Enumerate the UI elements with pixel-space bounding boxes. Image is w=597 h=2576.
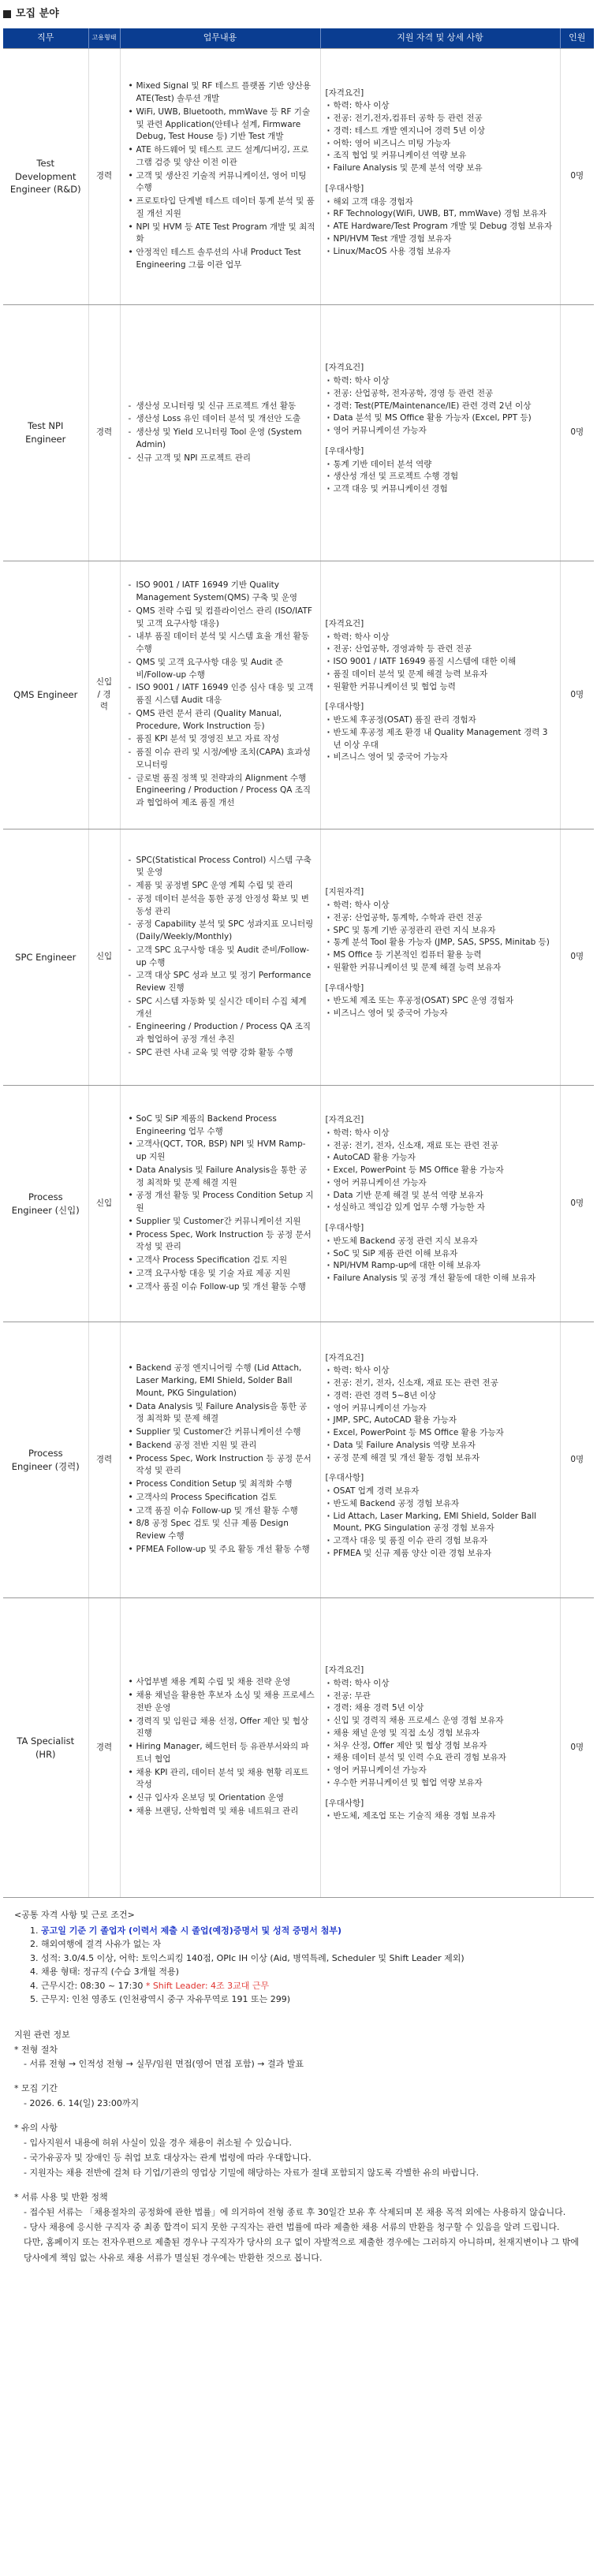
duty-item: • Process Condition Setup 및 최적화 수행 (127, 1478, 315, 1491)
qual-group (326, 701, 555, 764)
qual-item: · SPC 및 통계 기반 공정관리 관련 지식 보유자 (326, 925, 555, 938)
duty-item: • Process Spec, Work Instruction 등 공정 문서 작성 및 관리 (127, 1229, 315, 1254)
qual-item: · 전공: 산업공학, 전자공학, 경영 등 관련 전공 (326, 388, 555, 401)
quals-cell (320, 561, 560, 829)
qual-item: · 생산성 개선 및 프로젝트 수행 경험 (326, 471, 555, 483)
duty-item: - ISO 9001 / IATF 16949 기반 Quality Management System(QMS) 구축 및 운영 (127, 580, 315, 605)
duty-item: • 고객사 Process Specification 검토 지원 (127, 1254, 315, 1267)
duty-item: • 신규 입사자 온보딩 및 Orientation 운영 (127, 1792, 315, 1805)
qual-group (326, 1222, 555, 1285)
docs-para: 다만, 홈페이지 또는 전자우편으로 제출된 경우나 구직자가 당사의 요구 없이 자발적으로 제출한 경우에는 그러하지 아니하며, 천재지변이나 그 밖에 당사에게 책임 없는 사유로 채용 서류가 멸실된 경우에는 반환한 것으로 봅니다. (24, 2237, 579, 2263)
qual-item: · 반도체 제조 또는 후공정(OSAT) SPC 운영 경험자 (326, 995, 555, 1008)
common-item (30, 1993, 583, 2007)
qual-group (326, 445, 555, 496)
qual-item: · 고객사 대응 및 품질 이슈 관리 경험 보유자 (326, 1535, 555, 1548)
square-bullet-icon (3, 10, 11, 18)
qual-list (326, 1810, 555, 1823)
duties-cell (120, 1322, 320, 1598)
duty-item: - 공정 Capability 분석 및 SPC 성과지표 모니터링 (Daily/Weekly/Monthly) (127, 919, 315, 944)
docs-head: * 서류 사용 및 반환 정책 (14, 2192, 108, 2203)
qual-item: · 비즈니스 영어 및 중국어 가능자 (326, 1008, 555, 1020)
duty-item: - 고객 대상 SPC 성과 보고 및 정기 Performance Review 진행 (127, 970, 315, 995)
qual-item: · SoC 및 SiP 제품 관련 이해 보유자 (326, 1248, 555, 1261)
qual-item: · 신입 및 경력직 채용 프로세스 운영 경험 보유자 (326, 1715, 555, 1728)
duty-item: • Hiring Manager, 헤드헌터 등 유관부서와의 파트너 협업 (127, 1741, 315, 1766)
qual-list (326, 375, 555, 438)
employment-type: 경력 (88, 49, 120, 305)
qual-item: · OSAT 업계 경력 보유자 (326, 1486, 555, 1498)
duty-item: - 제품 및 공정별 SPC 운영 계획 수립 및 관리 (127, 880, 315, 893)
qual-item: · Data 분석 및 MS Office 활용 가능자 (Excel, PPT 등) (326, 412, 555, 425)
duty-item: - QMS 관련 문서 관리 (Quality Manual, Procedure, Work Instruction 등) (127, 708, 315, 733)
common-item-number: 4. (30, 1966, 39, 1978)
qual-group (326, 618, 555, 694)
duty-item: • 채용 채널을 활용한 후보자 소싱 및 채용 프로세스 전반 운영 (127, 1690, 315, 1715)
quals-cell (320, 1322, 560, 1598)
qual-group-head: [우대사항] (325, 445, 364, 456)
duty-item: • 고객 품질 이슈 Follow-up 및 개선 활동 수행 (127, 1505, 315, 1518)
duty-item: • ATE 하드웨어 및 테스트 코드 설계/디버깅, 프로그램 검증 및 양산 이전 이관 (127, 144, 315, 170)
qual-list (326, 100, 555, 175)
docs-para: - 당사 채용에 응시한 구직자 중 최종 합격이 되지 못한 구직자는 관련 법률에 따라 제출한 채용 서류의 반환을 청구할 수 있음을 알려 드립니다. (24, 2222, 560, 2233)
qual-item: · 영어 커뮤니케이션 가능자 (326, 1177, 555, 1190)
qual-item: · Linux/MacOS 사용 경험 보유자 (326, 246, 555, 259)
headcount: 0명 (560, 305, 594, 561)
qual-item: · 영어 커뮤니케이션 가능자 (326, 1765, 555, 1777)
qual-group (326, 1472, 555, 1560)
qual-group (326, 362, 555, 438)
qual-list (326, 1128, 555, 1214)
common-item-number: 4. (30, 1980, 39, 1991)
duties-cell (120, 1086, 320, 1322)
duty-item: • 사업부별 채용 계획 수립 및 채용 전략 운영 (127, 1676, 315, 1689)
duty-item: • 고객 및 생산진 기술적 커뮤니케이션, 영어 미팅 수행 (127, 170, 315, 196)
job-title: Test NPI Engineer (3, 305, 88, 561)
section-title-text: 모집 분야 (16, 8, 59, 20)
employment-type: 신입 (88, 1086, 120, 1322)
duty-item: • Data Analysis 및 Failure Analysis을 통한 공정 최적화 및 문제 해결 지원 (127, 1165, 315, 1190)
qual-list (326, 632, 555, 694)
qual-item: · 전공: 산업공학, 경영과학 등 관련 전공 (326, 643, 555, 656)
qual-item: · 반도체, 제조업 또는 기술직 채용 경험 보유자 (326, 1810, 555, 1823)
job-title: Process Engineer (신입) (3, 1086, 88, 1322)
duties-cell (120, 829, 320, 1086)
qual-group (326, 88, 555, 175)
qual-list (326, 1678, 555, 1790)
quals-cell (320, 1086, 560, 1322)
common-item (30, 1937, 583, 1952)
qual-item: · Data 기반 문제 해결 및 분석 역량 보유자 (326, 1190, 555, 1202)
qual-item: · 반도체 Backend 공정 경험 보유자 (326, 1498, 555, 1511)
employment-type: 경력 (88, 1322, 120, 1598)
docs-block (14, 2191, 583, 2265)
qual-list (326, 1486, 555, 1560)
common-item-number: 3. (30, 1952, 39, 1963)
qual-item: · 채용 채널 운영 및 직접 소싱 경험 보유자 (326, 1728, 555, 1740)
qual-item: · Data 및 Failure Analysis 역량 보유자 (326, 1440, 555, 1452)
qual-group-head: [자격요건] (325, 1115, 364, 1125)
duty-item: • Supplier 및 Customer간 커뮤니케이션 수행 (127, 1426, 315, 1439)
qual-group (326, 1114, 555, 1214)
duties-list (125, 855, 315, 1060)
duty-item: • 채용 KPI 관리, 데이터 분석 및 채용 현황 리포트 작성 (127, 1767, 315, 1792)
duty-item: • PFMEA Follow-up 및 주요 활동 개선 활동 수행 (127, 1544, 315, 1556)
qual-item: · Failure Analysis 및 공정 개선 활동에 대한 이해 보유자 (326, 1273, 555, 1285)
duty-item: • NPI 및 HVM 등 ATE Test Program 개발 및 최적화 (127, 222, 315, 247)
job-title: Process Engineer (경력) (3, 1322, 88, 1598)
duty-item: - 생산성 모니터링 및 신규 프로젝트 개선 활동 (127, 401, 315, 413)
quals-cell (320, 305, 560, 561)
duty-item: • 경력직 및 임원급 채용 선정, Offer 제안 및 협상 진행 (127, 1716, 315, 1741)
header-duties: 업무내용 (120, 28, 320, 49)
duty-item: • 공정 개선 활동 및 Process Condition Setup 지원 (127, 1190, 315, 1215)
section-title (0, 0, 597, 28)
duty-item: - SPC 시스템 자동화 및 실시간 데이터 수집 체계 개선 (127, 996, 315, 1021)
deadline-head: * 모집 기간 (14, 2083, 58, 2094)
headcount: 0명 (560, 829, 594, 1086)
duties-cell (120, 49, 320, 305)
qual-item: · NPI/HVM Test 개발 경험 보유자 (326, 233, 555, 246)
duty-item: - SPC(Statistical Process Control) 시스템 구축 및 운영 (127, 855, 315, 880)
qual-item: · 학력: 학사 이상 (326, 1678, 555, 1691)
qual-item: · 처우 산정, Offer 제안 및 협상 경험 보유자 (326, 1740, 555, 1753)
qual-item: · ISO 9001 / IATF 16949 품질 시스템에 대한 이해 (326, 656, 555, 669)
common-item-text: 근무지: 인천 영종도 (인천광역시 중구 자유무역로 191 또는 299) (41, 1994, 291, 2005)
qual-item: · 전공: 전기, 전자, 신소재, 재료 또는 관련 전공 (326, 1140, 555, 1153)
qual-item: · 전공: 무관 (326, 1691, 555, 1703)
qual-item: · 성실하고 책임감 있게 업무 수행 가능한 자 (326, 1202, 555, 1214)
duty-item: • 고객사 품질 이슈 Follow-up 및 개선 활동 수행 (127, 1281, 315, 1294)
qual-item: · 반도체 후공정 제조 환경 내 Quality Management 경력 3년 이상 우대 (326, 727, 555, 752)
qual-item: · Lid Attach, Laser Marking, EMI Shield, Solder Ball Mount, PKG Singulation 공정 경험 보유자 (326, 1511, 555, 1536)
common-item (30, 1965, 583, 1979)
note-line: - 지원자는 채용 전반에 걸쳐 타 기업/기관의 영업상 기밀에 해당하는 자료가 절대 포함되지 않도록 각별한 유의 바랍니다. (24, 2168, 479, 2179)
common-item-text: 성적: 3.0/4.5 이상, 어학: 토익스피킹 140점, OPIc IH 이상 (Aid, 병역특례, Scheduler 및 Shift Leader 제외) (41, 1952, 465, 1963)
duty-item: • 고객 요구사항 대응 및 기술 자료 제공 지원 (127, 1268, 315, 1281)
qual-item: · MS Office 등 기본적인 컴퓨터 활용 능력 (326, 949, 555, 962)
headcount: 0명 (560, 561, 594, 829)
header-job: 직무 (3, 28, 88, 49)
qual-item: · 반도체 Backend 공정 관련 지식 보유자 (326, 1236, 555, 1248)
qual-item: · 학력: 학사 이상 (326, 100, 555, 113)
duties-list (125, 401, 315, 465)
qual-item: · 경력: Test(PTE/Maintenance/IE) 관련 경력 2년 이상 (326, 401, 555, 413)
common-item-text: 근무시간: 08:30 ~ 17:30 (41, 1980, 146, 1991)
table-row (3, 1322, 594, 1598)
qual-item: · 전공: 전기, 전자, 신소재, 재료 또는 관련 전공 (326, 1377, 555, 1390)
common-item-text: 공고일 기준 기 졸업자 (이력서 제출 시 졸업(예정)증명서 및 성적 증명서 첨부) (41, 1925, 342, 1936)
job-title: Test Development Engineer (R&D) (3, 49, 88, 305)
qual-item: · 채용 데이터 분석 및 인력 수요 관리 경험 보유자 (326, 1752, 555, 1765)
header-type: 고용형태 (88, 28, 120, 49)
job-title: QMS Engineer (3, 561, 88, 829)
job-title: SPC Engineer (3, 829, 88, 1086)
duty-item: • Supplier 및 Customer간 커뮤니케이션 지원 (127, 1216, 315, 1228)
qual-group-head: [자격요건] (325, 618, 364, 628)
qual-item: · 전공: 전기,전자,컴퓨터 공학 등 관련 전공 (326, 113, 555, 125)
note-line: - 입사지원서 내용에 허위 사실이 있을 경우 채용이 취소될 수 있습니다. (24, 2137, 292, 2148)
qual-item: · Excel, PowerPoint 등 MS Office 활용 가능자 (326, 1427, 555, 1440)
qual-group-head: [우대사항] (325, 702, 364, 712)
qual-group-head: [자격요건] (325, 88, 364, 98)
table-row (3, 49, 594, 305)
qual-item: · 전공: 산업공학, 통계학, 수학과 관련 전공 (326, 912, 555, 925)
qual-list (326, 900, 555, 975)
duty-item: - Engineering / Production / Process QA 조직과 협업하여 공정 개선 추진 (127, 1021, 315, 1046)
headcount: 0명 (560, 1086, 594, 1322)
notes-head: * 유의 사항 (14, 2123, 58, 2134)
qual-item: · NPI/HVM Ramp-up에 대한 이해 보유자 (326, 1260, 555, 1273)
qual-item: · 어학: 영어 비즈니스 미팅 가능자 (326, 138, 555, 151)
employment-type: 경력 (88, 1598, 120, 1898)
qual-item: · 학력: 학사 이상 (326, 900, 555, 912)
qual-item: · 경력: 관련 경력 5~8년 이상 (326, 1390, 555, 1403)
qual-group-head: [우대사항] (325, 1798, 364, 1808)
process-head: * 전형 절차 (14, 2044, 58, 2055)
notes-block (14, 2122, 583, 2180)
qual-item: · AutoCAD 활용 가능자 (326, 1152, 555, 1165)
qual-list (326, 1236, 555, 1285)
duties-list (125, 1363, 315, 1556)
qual-item: · 원활한 커뮤니케이션 및 문제 해결 능력 보유자 (326, 962, 555, 975)
duty-item: - 신규 고객 및 NPI 프로젝트 관리 (127, 453, 315, 465)
employment-type: 경력 (88, 305, 120, 561)
duty-item: • 안정적인 테스트 솔루션의 사내 Product Test Engineering 그룹 이관 업무 (127, 247, 315, 272)
qual-item: · 통계 기반 데이터 분석 역량 (326, 459, 555, 472)
qual-group (326, 1352, 555, 1465)
qual-item: · 품질 데이터 분석 및 문제 해결 능력 보유자 (326, 669, 555, 681)
application-info (0, 2013, 597, 2300)
headcount: 0명 (560, 1322, 594, 1598)
table-row (3, 305, 594, 561)
qual-item: · 고객 대응 및 커뮤니케이션 경험 (326, 483, 555, 496)
qual-list (326, 995, 555, 1020)
qual-item: · Excel, PowerPoint 등 MS Office 활용 가능자 (326, 1165, 555, 1177)
common-item-number: 5. (30, 1994, 39, 2005)
employment-type: 신입 / 경력 (88, 561, 120, 829)
duty-item: - 고객 SPC 요구사항 대응 및 Audit 준비/Follow-up 수행 (127, 945, 315, 970)
table-row (3, 1598, 594, 1898)
deadline-line: - 2026. 6. 14(일) 23:00까지 (24, 2097, 140, 2108)
quals-cell (320, 1598, 560, 1898)
qual-group-head: [우대사항] (325, 1223, 364, 1233)
header-count: 인원 (560, 28, 594, 49)
duty-item: - QMS 및 고객 요구사항 대응 및 Audit 준비/Follow-up 수행 (127, 657, 315, 682)
qual-group-head: [우대사항] (325, 183, 364, 193)
qual-item: · JMP, SPC, AutoCAD 활용 가능자 (326, 1415, 555, 1427)
duty-item: • WiFi, UWB, Bluetooth, mmWave 등 RF 기술 및 관련 Application(안테나 설계, Firmware Debug, Test House 등) 기반 Test 개발 (127, 106, 315, 144)
duty-item: • 고객사의 Process Specification 검토 (127, 1492, 315, 1504)
common-item (30, 1924, 583, 1938)
common-item-text: 해외여행에 결격 사유가 없는 자 (41, 1939, 162, 1950)
recruit-table (3, 28, 594, 1899)
employment-type: 신입 (88, 829, 120, 1086)
common-list (14, 1924, 583, 2007)
table-row (3, 561, 594, 829)
headcount: 0명 (560, 49, 594, 305)
qual-group (326, 982, 555, 1020)
qual-item: · 학력: 학사 이상 (326, 1128, 555, 1140)
duty-item: • Process Spec, Work Instruction 등 공정 문서 작성 및 관리 (127, 1453, 315, 1478)
process-line: - 서류 전형 → 인적성 전형 → 실무/임원 면접(영어 면접 포함) → 결과 발표 (24, 2059, 304, 2070)
qual-group-head: [자격요건] (325, 1352, 364, 1363)
qual-group (326, 886, 555, 974)
duty-item: • Backend 공정 엔지니어링 수행 (Lid Attach, Laser Marking, EMI Shield, Solder Ball Mount, PKG Singulation) (127, 1363, 315, 1400)
duties-cell (120, 305, 320, 561)
qual-group (326, 1665, 555, 1790)
duty-item: • Backend 공정 전반 지원 및 관리 (127, 1440, 315, 1452)
docs-para: - 접수된 서류는 「채용절차의 공정화에 관한 법률」에 의거하여 전형 종료 후 30일간 보유 후 삭제되며 본 채용 목적 외에는 사용하지 않습니다. (24, 2206, 566, 2217)
duty-item: • 고객사(QCT, TOR, BSP) NPI 및 HVM Ramp-up 지원 (127, 1139, 315, 1164)
table-row (3, 829, 594, 1086)
qual-group-head: [지원자격] (325, 887, 364, 897)
qual-item: · 통계 분석 Tool 활용 가능자 (JMP, SAS, SPSS, Minitab 등) (326, 937, 555, 949)
qual-item: · 우수한 커뮤니케이션 및 협업 역량 보유자 (326, 1777, 555, 1790)
table-header-row (3, 28, 594, 49)
quals-cell (320, 49, 560, 305)
shift-note: * Shift Leader: 4조 3교대 근무 (145, 1980, 270, 1991)
deadline-block (14, 2082, 583, 2111)
job-title: TA Specialist (HR) (3, 1598, 88, 1898)
headcount: 0명 (560, 1598, 594, 1898)
qual-group-head: [우대사항] (325, 982, 364, 993)
duty-item: • Data Analysis 및 Failure Analysis을 통한 공정 최적화 및 문제 해결 (127, 1401, 315, 1426)
common-item (30, 1952, 583, 1966)
duty-item: - 품질 이슈 관리 및 시정/예방 조치(CAPA) 효과성 모니터링 (127, 747, 315, 772)
duty-item: - 생산성 Loss 유인 데이터 분석 및 개선안 도출 (127, 413, 315, 426)
qual-item: · 조직 협업 및 커뮤니케이션 역량 보유 (326, 150, 555, 162)
info-header: 지원 관련 정보 (14, 2030, 70, 2041)
quals-cell (320, 829, 560, 1086)
qual-list (326, 1365, 555, 1464)
qual-group-head: [자격요건] (325, 1665, 364, 1675)
qual-list (326, 714, 555, 764)
header-quals: 지원 자격 및 상세 사항 (320, 28, 560, 49)
duties-cell (120, 561, 320, 829)
qual-item: · 학력: 학사 이상 (326, 632, 555, 644)
qual-item: · Failure Analysis 및 문제 분석 역량 보유 (326, 162, 555, 175)
note-line: - 국가유공자 및 장애인 등 취업 보호 대상자는 관계 법령에 따라 우대합니다. (24, 2152, 312, 2163)
duty-item: • 프로토타입 단계별 테스트 데이터 통계 분석 및 품질 개선 지원 (127, 196, 315, 221)
qual-item: · 원활한 커뮤니케이션 및 협업 능력 (326, 681, 555, 694)
common-item (30, 1979, 583, 1993)
qual-list (326, 459, 555, 496)
common-item-number: 1. (30, 1925, 39, 1936)
duty-item: • SoC 및 SiP 제품의 Backend Process Engineering 업무 수행 (127, 1113, 315, 1139)
duties-list (125, 1676, 315, 1817)
duty-item: • Mixed Signal 및 RF 테스트 플랫폼 기반 양산용 ATE(Test) 솔루션 개발 (127, 80, 315, 106)
duty-item: - 품질 KPI 분석 및 경영진 보고 자료 작성 (127, 733, 315, 746)
qual-item: · 영어 커뮤니케이션 가능자 (326, 425, 555, 438)
qual-group-head: [자격요건] (325, 363, 364, 373)
qual-item: · 학력: 학사 이상 (326, 375, 555, 388)
qual-item: · 학력: 학사 이상 (326, 1365, 555, 1377)
common-item-number: 2. (30, 1939, 39, 1950)
duty-item: • 채용 브랜딩, 산학협력 및 채용 네트워크 관리 (127, 1806, 315, 1818)
qual-group (326, 1798, 555, 1824)
duty-item: - SPC 관련 사내 교육 및 역량 강화 활동 수행 (127, 1047, 315, 1060)
common-item-text: 채용 형태: 정규직 (수습 3개월 적용) (41, 1966, 179, 1978)
duties-list (125, 580, 315, 810)
duties-list (125, 1113, 315, 1294)
qual-group-head: [우대사항] (325, 1473, 364, 1483)
common-title: <공통 자격 사항 및 근로 조건> (14, 1910, 135, 1920)
qual-item: · RF Technology(WiFi, UWB, BT, mmWave) 경험 보유자 (326, 208, 555, 221)
info-header-block (14, 2029, 583, 2071)
table-body (3, 49, 594, 1898)
qual-item: · 경력: 테스트 개발 엔지니어 경력 5년 이상 (326, 125, 555, 138)
duty-item: - 내부 품질 데이터 분석 및 시스템 효율 개선 활동 수행 (127, 631, 315, 656)
duties-list (125, 80, 315, 271)
duty-item: - ISO 9001 / IATF 16949 인증 심사 대응 및 고객 품질 시스템 Audit 대응 (127, 682, 315, 707)
duty-item: • 8/8 공정 Spec 검토 및 신규 제품 Design Review 수행 (127, 1518, 315, 1543)
qual-item: · PFMEA 및 신규 제품 양산 이관 경험 보유자 (326, 1548, 555, 1560)
duty-item: - QMS 전략 수립 및 컴플라이언스 관리 (ISO/IATF 및 고객 요구사항 대응) (127, 606, 315, 631)
duty-item: - 글로벌 품질 정책 및 전략과의 Alignment 수행 Engineering / Production / Process QA 조직과 협업하여 제조 품질 개선 (127, 773, 315, 810)
duty-item: - 공정 데이터 분석을 통한 공정 안정성 확보 및 변동성 관리 (127, 893, 315, 919)
table-row (3, 1086, 594, 1322)
qual-item: · 영어 커뮤니케이션 가능자 (326, 1403, 555, 1415)
duty-item: - 생산성 및 Yield 모니터링 Tool 운영 (System Admin) (127, 427, 315, 452)
qual-item: · ATE Hardware/Test Program 개발 및 Debug 경험 보유자 (326, 221, 555, 233)
duties-cell (120, 1598, 320, 1898)
qual-item: · 해외 고객 대응 경험자 (326, 196, 555, 209)
qual-item: · 경력: 채용 경력 5년 이상 (326, 1702, 555, 1715)
qual-group (326, 183, 555, 259)
qual-item: · 반도체 후공정(OSAT) 품질 관리 경험자 (326, 714, 555, 727)
qual-item: · 비즈니스 영어 및 중국어 가능자 (326, 751, 555, 764)
common-conditions (0, 1898, 597, 2013)
qual-item: · 공정 문제 해결 및 개선 활동 경험 보유자 (326, 1452, 555, 1465)
qual-list (326, 196, 555, 259)
